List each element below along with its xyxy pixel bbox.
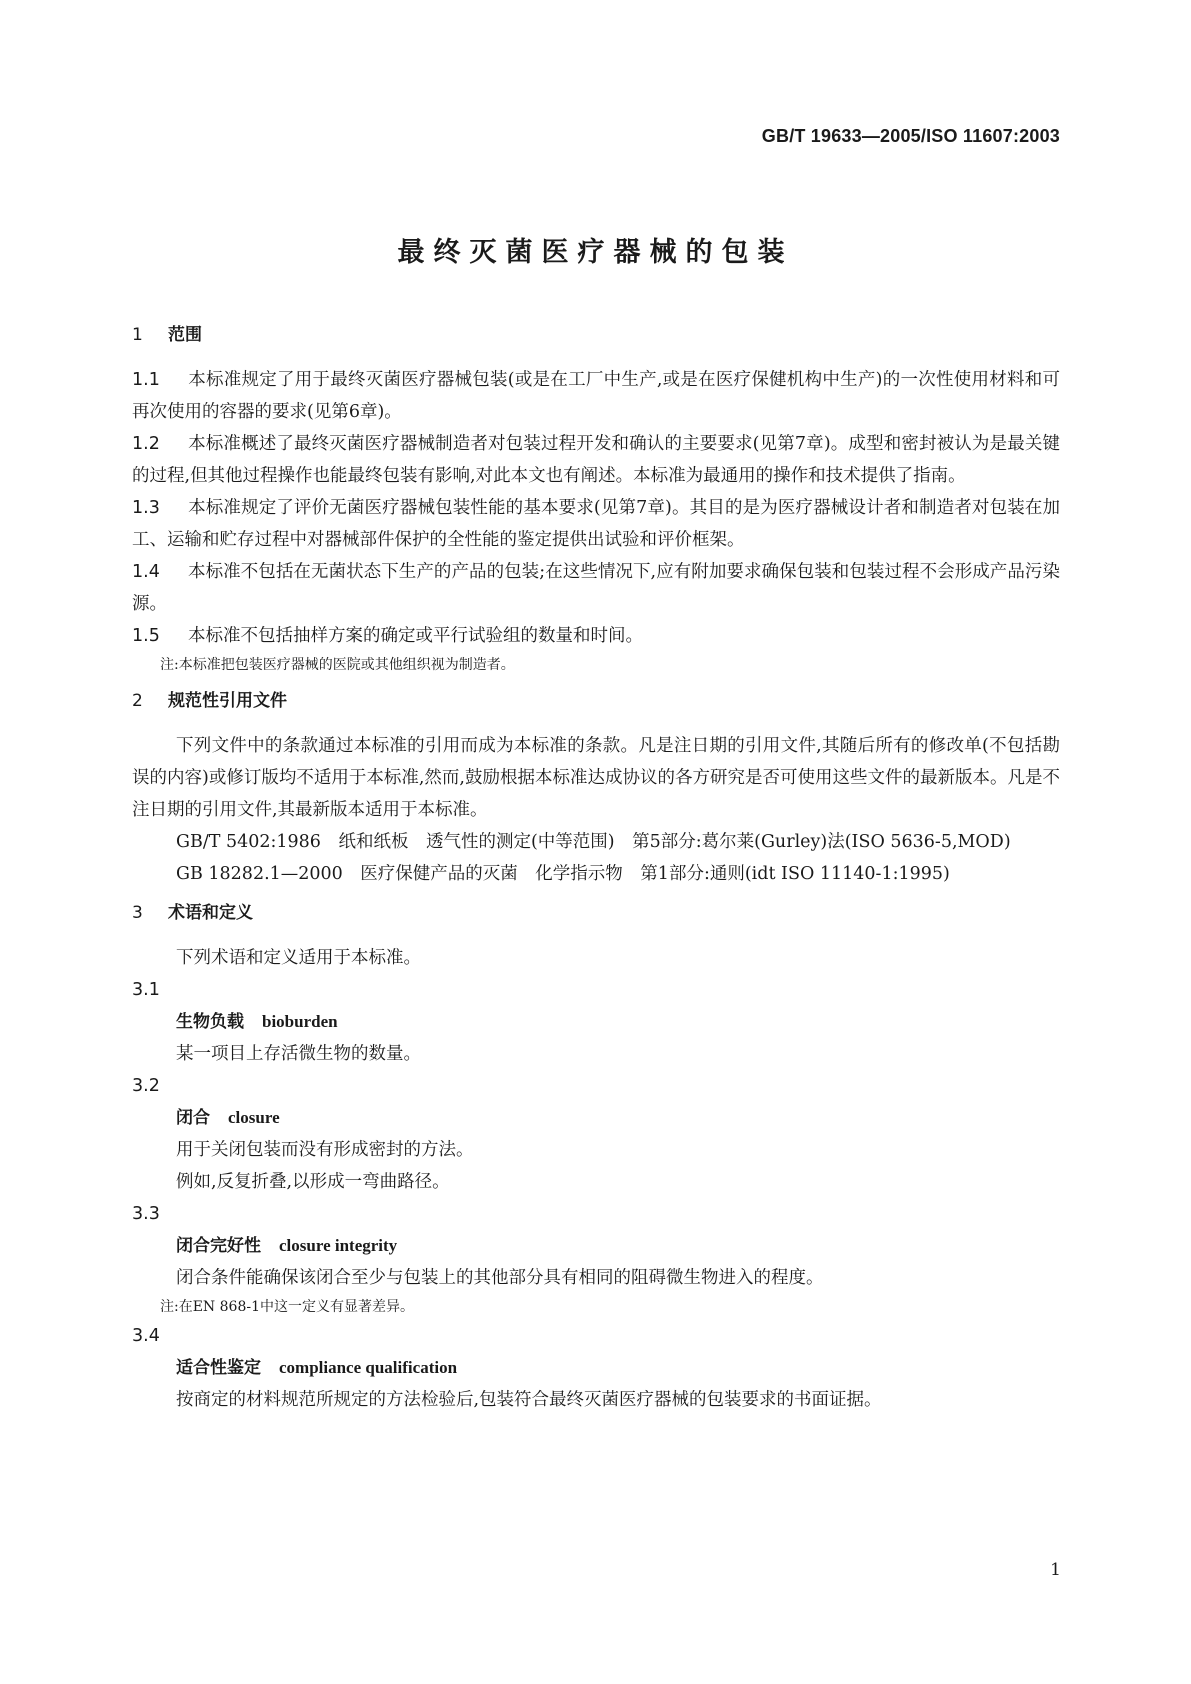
section-heading-terms: [132, 898, 1060, 928]
reference-item: GB/T 5402:1986 纸和纸板 透气性的测定(中等范围) 第5部分:葛尔莱(Gurley)法(ISO 5636-5,MOD): [176, 832, 1011, 852]
term-heading: 生物负载 bioburden: [176, 1012, 338, 1032]
term-number: 3.4: [132, 1326, 160, 1346]
section-heading-normative-references: [132, 686, 1060, 716]
term-heading: 闭合完好性 closure integrity: [176, 1236, 398, 1256]
section-heading-scope: [132, 320, 1060, 350]
clause-1-5: 1.5 本标准不包括抽样方案的确定或平行试验组的数量和时间。: [132, 626, 643, 646]
scope-note: 注:本标准把包装医疗器械的医院或其他组织视为制造者。: [160, 657, 515, 673]
clause-1-1: 1.1 本标准规定了用于最终灭菌医疗器械包装(或是在工厂中生产,或是在医疗保健机构中生产)的一次性使用材料和可再次使用的容器的要求(见第6章)。: [132, 370, 1060, 422]
clause-1-3: 1.3 本标准规定了评价无菌医疗器械包装性能的基本要求(见第7章)。其目的是为医疗器械设计者和制造者对包装在加工、运输和贮存过程中对器械部件保护的全性能的鉴定提供出试验和评价框架。: [132, 498, 1060, 550]
term-example: 例如,反复折叠,以形成一弯曲路径。: [176, 1172, 450, 1192]
term-definition: 闭合条件能确保该闭合至少与包装上的其他部分具有相同的阻碍微生物进入的程度。: [176, 1268, 824, 1288]
term-definition: 用于关闭包装而没有形成密封的方法。: [176, 1140, 474, 1160]
standard-number: GB/T 19633—2005/ISO 11607:2003: [761, 126, 1060, 146]
section-title: 范围: [168, 325, 202, 345]
section-title: 规范性引用文件: [168, 691, 287, 711]
term-note: 注:在EN 868-1中这一定义有显著差异。: [160, 1299, 414, 1315]
term-heading: 适合性鉴定 compliance qualification: [176, 1358, 458, 1378]
document-title: 最终灭菌医疗器械的包装: [397, 237, 794, 268]
clause-1-4: 1.4 本标准不包括在无菌状态下生产的产品的包装;在这些情况下,应有附加要求确保包装和包装过程不会形成产品污染源。: [132, 562, 1060, 614]
terms-intro: 下列术语和定义适用于本标准。: [176, 948, 421, 968]
references-intro: 下列文件中的条款通过本标准的引用而成为本标准的条款。凡是注日期的引用文件,其随后所有的修改单(不包括勘误的内容)或修订版均不适用于本标准,然而,鼓励根据本标准达成协议的各方研究是否可使用这些文件的最新版本。凡是不注日期的引用文件,其最新版本适用于本标准。: [132, 736, 1060, 820]
clause-1-2: 1.2 本标准概述了最终灭菌医疗器械制造者对包装过程开发和确认的主要要求(见第7章)。成型和密封被认为是最关键的过程,但其他过程操作也能最终包装有影响,对此本文也有阐述。本标准为最通用的操作和技术提供了指南。: [132, 434, 1060, 486]
term-heading: 闭合 closure: [176, 1108, 280, 1128]
term-number: 3.2: [132, 1076, 160, 1096]
section-number: 1: [132, 325, 143, 345]
section-number: 3: [132, 903, 143, 923]
reference-item: GB 18282.1—2000 医疗保健产品的灭菌 化学指示物 第1部分:通则(idt ISO 11140-1:1995): [176, 864, 950, 884]
term-number: 3.3: [132, 1204, 160, 1224]
page-number: 1: [1050, 1560, 1061, 1580]
term-definition: 按商定的材料规范所规定的方法检验后,包装符合最终灭菌医疗器械的包装要求的书面证据。: [176, 1390, 882, 1410]
document-body: [132, 320, 1060, 1416]
term-number: 3.1: [132, 980, 160, 1000]
section-number: 2: [132, 691, 143, 711]
term-definition: 某一项目上存活微生物的数量。: [176, 1044, 421, 1064]
section-title: 术语和定义: [168, 903, 253, 923]
